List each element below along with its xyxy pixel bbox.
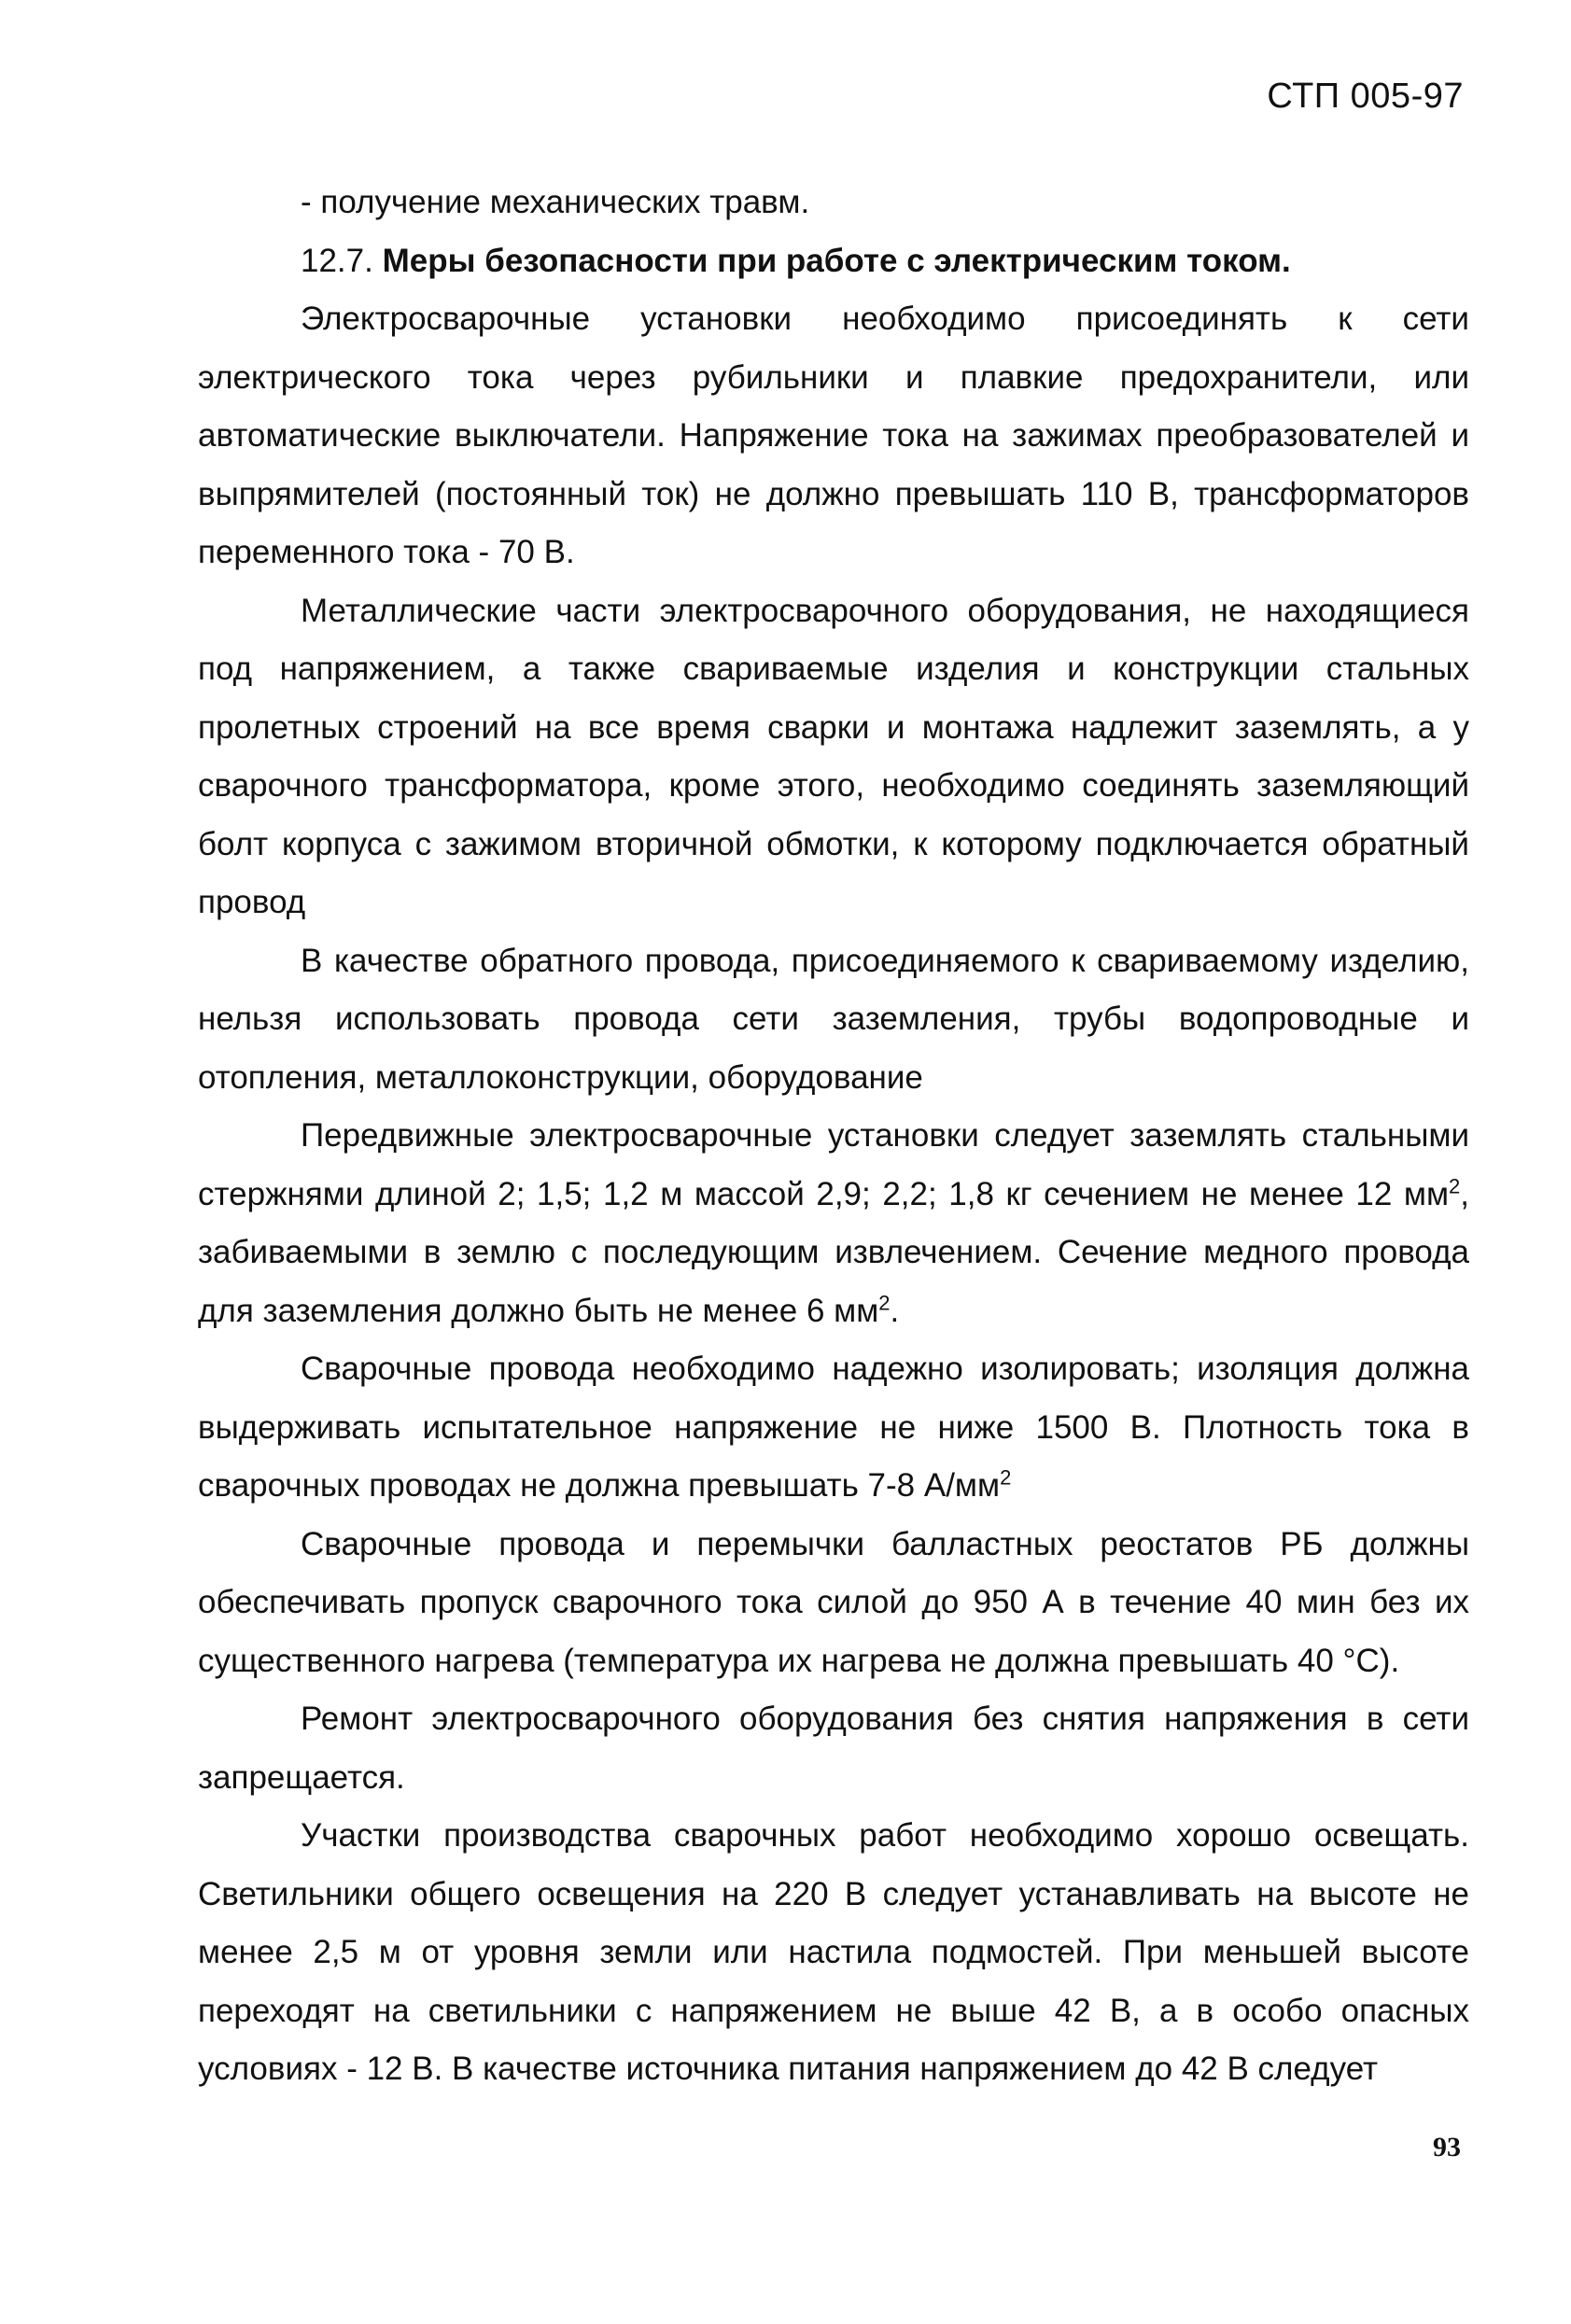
paragraph-repair: Ремонт электросварочного оборудования без снятия напряжения в сети запрещается. bbox=[198, 1701, 1469, 1796]
paragraph-grounding: Металлические части электросварочного оборудования, не находящиеся под напряжением, а также свариваемые изделия и конструкции стальных пролетных строений на все время сварки и монтажа надлежит заземлять, а у сварочного трансформатора, кроме этого, необходимо соединять заземляющий болт корпуса с зажимом вторичной обмотки, к которому подключается обратный провод bbox=[198, 592, 1469, 920]
paragraph-rheostats: Сварочные провода и перемычки балластных реостатов РБ должны обеспечивать пропуск сварочного тока силой до 950 А в течение 40 мин без их существенного нагрева (температура их нагрева не должна превышать 40 °С). bbox=[198, 1525, 1469, 1679]
p5-superscript: 2 bbox=[1000, 1465, 1012, 1490]
p4-part-b: , забиваемыми в землю с последующим извлечением. Сечение медного провода для заземления должно быть не менее 6 мм bbox=[198, 1175, 1469, 1329]
section-title: Меры безопасности при работе с электрическим током. bbox=[382, 242, 1291, 279]
paragraph-return-wire: В качестве обратного провода, присоединяемого к свариваемому изделию, нельзя использовать провода сети заземления, трубы водопроводные и отопления, металлоконструкции, оборудование bbox=[198, 942, 1469, 1096]
p4-superscript-2: 2 bbox=[878, 1290, 891, 1314]
section-heading bbox=[198, 232, 1469, 291]
p5-part-a: Сварочные провода необходимо надежно изолировать; изоляция должна выдерживать испытательное напряжение не ниже 1500 В. Плотность тока в сварочных проводах не должна превышать 7-8 А/мм bbox=[198, 1351, 1469, 1504]
paragraph-mobile-units bbox=[198, 1107, 1469, 1340]
section-number: 12.7. bbox=[301, 242, 373, 279]
paragraph-lighting: Участки производства сварочных работ необходимо хорошо освещать. Светильники общего освещения на 220 В следует устанавливать на высоте не менее 2,5 м от уровня земли или настила подмостей. При меньшей высоте переходят на светильники с напряжением не выше 42 В, а в особо опасных условиях - 12 В. В качестве источника питания напряжением до 42 В следует bbox=[198, 1817, 1469, 2087]
document-code: СТП 005-97 bbox=[1267, 77, 1464, 116]
p4-superscript-1: 2 bbox=[1449, 1173, 1461, 1197]
paragraph-insulation bbox=[198, 1340, 1469, 1516]
p4-part-a: Передвижные электросварочные установки следует заземлять стальными стержнями длиной 2; 1,5; 1,2 м массой 2,9; 2,2; 1,8 кг сечением не менее 12 мм bbox=[198, 1117, 1469, 1212]
page-number: 93 bbox=[1433, 2132, 1461, 2163]
p4-part-c: . bbox=[890, 1292, 900, 1329]
intro-line: - получение механических травм. bbox=[301, 184, 810, 220]
page-body bbox=[198, 174, 1469, 2099]
paragraph-connection: Электросварочные установки необходимо присоединять к сети электрического тока через рубильники и плавкие предохранители, или автоматические выключатели. Напряжение тока на зажимах преобразователей и выпрямителей (постоянный ток) не должно превышать 110 В, трансформаторов переменного тока - 70 В. bbox=[198, 301, 1469, 570]
